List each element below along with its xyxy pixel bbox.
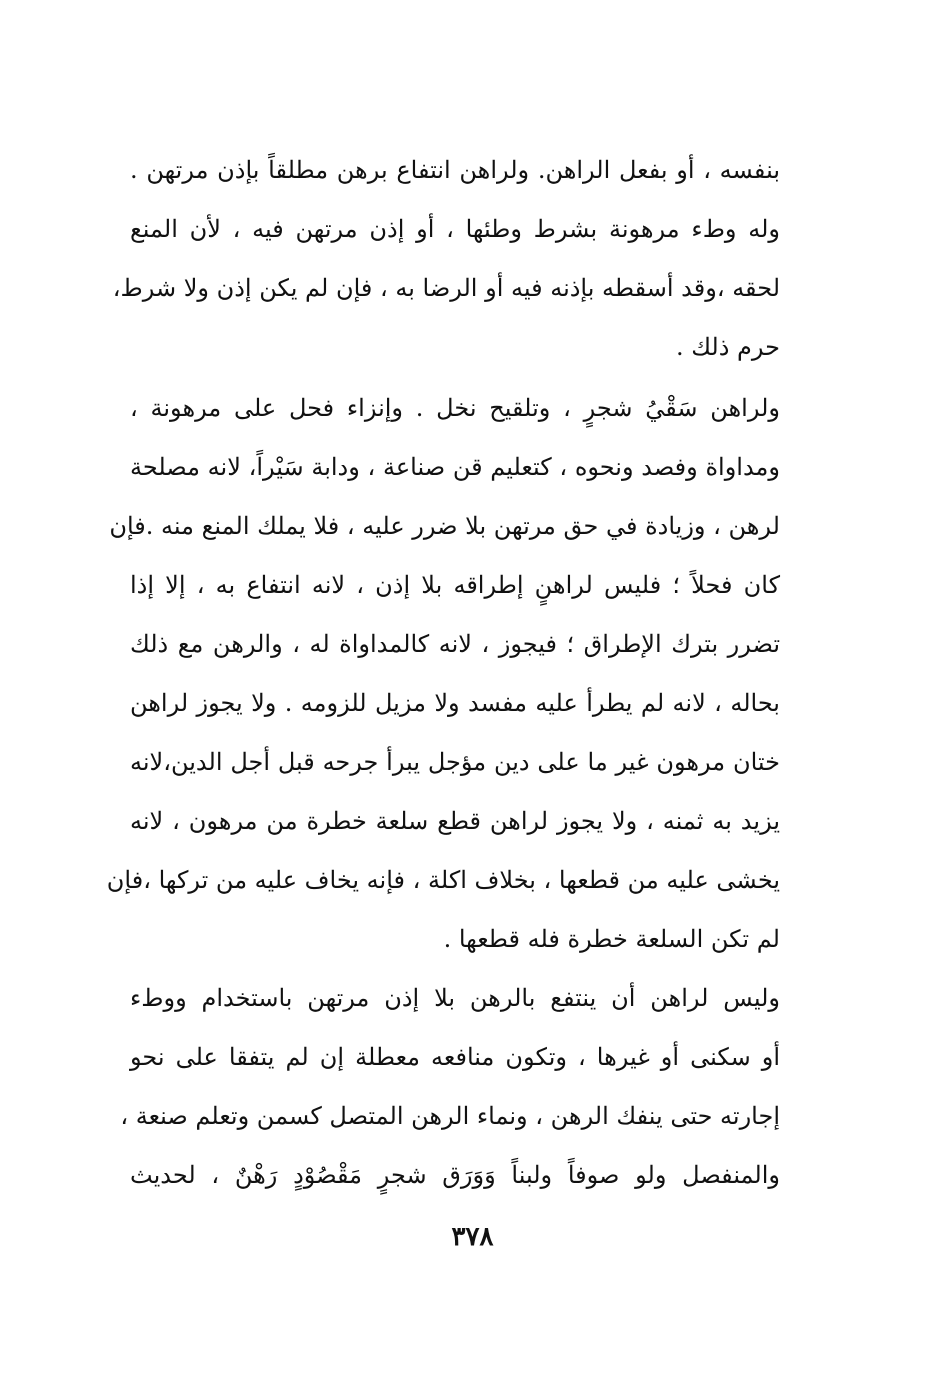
text-line: بنفسه ، أو بفعل الراهن. ولراهن انتفاع برهن مطلقاً بإذن مرتهن . bbox=[130, 156, 780, 184]
text-line: ولراهن سَقْيُ شجرٍ ، وتلقيح نخل . وإنزاء فحل على مرهونة ، bbox=[130, 394, 780, 422]
text-line: يزيد به ثمنه ، ولا يجوز لراهن قطع سلعة خطرة من مرهون ، لانه bbox=[130, 807, 780, 835]
text-line: ومداواة وفصد ونحوه ، كتعليم قن صناعة ، ودابة سَيْراً، لانه مصلحة bbox=[130, 453, 780, 481]
text-line: حرم ذلك . bbox=[675, 333, 780, 361]
text-line: لحقه ،وقد أسقطه بإذنه فيه أو الرضا به ، فإن لم يكن إذن ولا شرط، bbox=[112, 274, 780, 302]
text-line: بحاله ، لانه لم يطرأ عليه مفسد ولا مزيل للزومه . ولا يجوز لراهن bbox=[130, 689, 780, 717]
page-number: ٣٧٨ bbox=[451, 1222, 494, 1252]
text-line: تضرر بترك الإطراق ؛ فيجوز ، لانه كالمداواة له ، والرهن مع ذلك bbox=[130, 630, 780, 658]
text-line: لرهن ، وزيادة في حق مرتهن بلا ضرر عليه ، فلا يملك المنع منه .فإن bbox=[109, 512, 780, 540]
text-line: ختان مرهون غير ما على دين مؤجل يبرأ جرحه قبل أجل الدين،لانه bbox=[130, 748, 780, 776]
text-line: كان فحلاً ؛ فليس لراهنٍ إطراقه بلا إذن ، لانه انتفاع به ، إلا إذا bbox=[130, 571, 780, 599]
text-line: وله وطء مرهونة بشرط وطئها ، أو إذن مرتهن فيه ، لأن المنع bbox=[130, 215, 780, 243]
text-line: يخشى عليه من قطعها ، بخلاف اكلة ، فإنه يخاف عليه من تركها ،فإن bbox=[106, 866, 780, 894]
text-line: لم تكن السلعة خطرة فله قطعها . bbox=[443, 925, 780, 953]
text-line: وليس لراهن أن ينتفع بالرهن بلا إذن مرتهن باستخدام ووطء bbox=[130, 984, 780, 1012]
text-line: والمنفصل ولو صوفاً ولبناً وَوَرَق شجرٍ مَقْصُوْدٍ رَهْنٌ ، لحديث bbox=[130, 1161, 780, 1189]
text-line: أو سكنى أو غيرها ، وتكون منافعه معطلة إن لم يتفقا على نحو bbox=[130, 1043, 780, 1071]
text-line: إجارته حتى ينفك الرهن ، ونماء الرهن المتصل كسمن وتعلم صنعة ، bbox=[120, 1102, 780, 1130]
